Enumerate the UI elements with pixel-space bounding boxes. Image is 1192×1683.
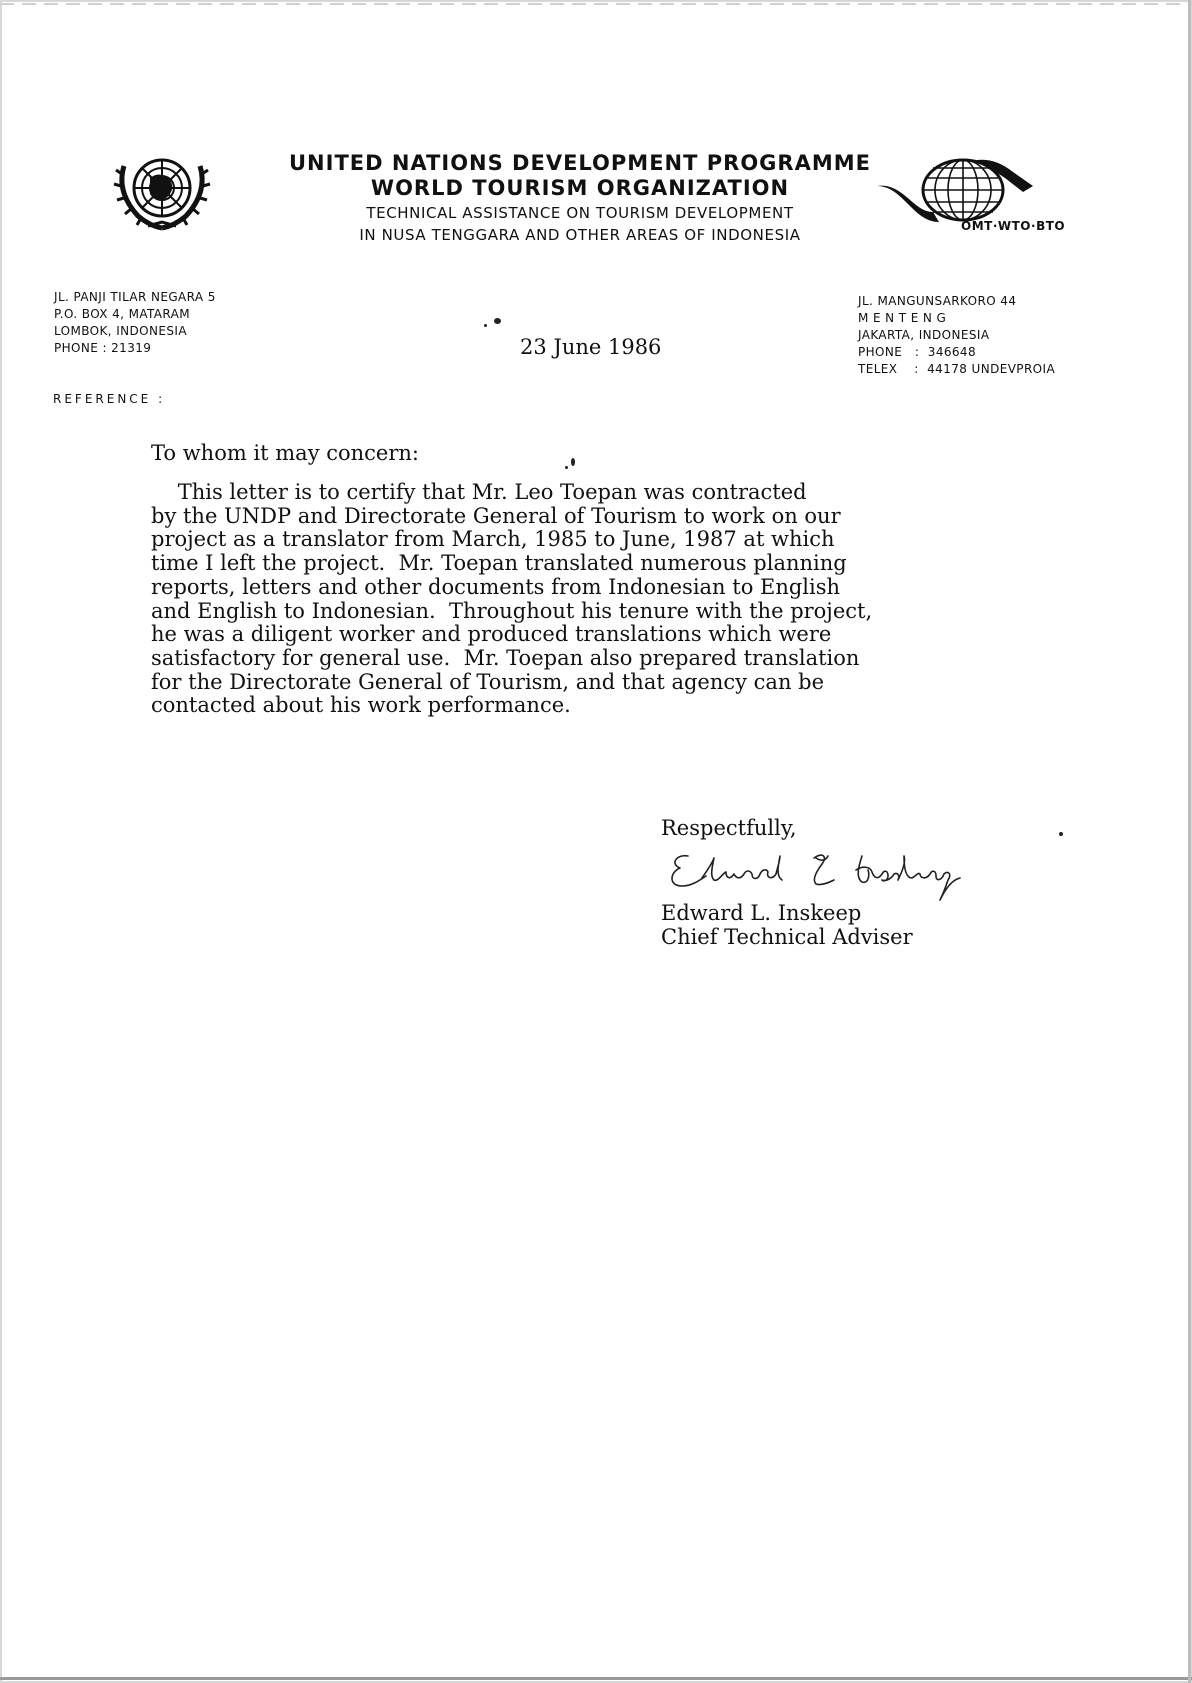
handwritten-signature	[666, 842, 966, 902]
body-line: time I left the project. Mr. Toepan translated numerous planning	[151, 551, 847, 576]
body-line: for the Directorate General of Tourism, and that agency can be	[151, 669, 825, 694]
letter-body	[151, 481, 971, 718]
address-right-line: PHONE : 346648	[858, 345, 976, 359]
body-line: by the UNDP and Directorate General of Tourism to work on our	[151, 503, 841, 528]
header-undp: UNITED NATIONS DEVELOPMENT PROGRAMME	[289, 151, 871, 175]
scan-speck	[1059, 832, 1063, 836]
closing: Respectfully,	[661, 816, 797, 840]
address-mataram	[54, 289, 216, 357]
reference-label: REFERENCE :	[53, 392, 166, 406]
un-emblem-icon	[112, 148, 212, 234]
scan-top-edge	[0, 3, 1192, 5]
scan-speck	[565, 466, 568, 469]
header-subtitle-1: TECHNICAL ASSISTANCE ON TOURISM DEVELOPMENT	[366, 204, 794, 222]
signer-name: Edward L. Inskeep	[661, 901, 862, 925]
address-jakarta	[858, 293, 1055, 378]
header-wto: WORLD TOURISM ORGANIZATION	[370, 176, 790, 200]
salutation: To whom it may concern:	[151, 441, 419, 465]
address-left-line: LOMBOK, INDONESIA	[54, 324, 187, 338]
address-left-line: PHONE : 21319	[54, 341, 152, 355]
signer-title: Chief Technical Adviser	[661, 925, 913, 949]
address-right-line: JAKARTA, INDONESIA	[858, 328, 990, 342]
address-left-line: JL. PANJI TILAR NEGARA 5	[54, 290, 216, 304]
address-right-line: JL. MANGUNSARKORO 44	[858, 294, 1017, 308]
body-line: and English to Indonesian. Throughout his tenure with the project,	[151, 598, 873, 623]
scan-speck	[571, 458, 575, 466]
scan-speck	[494, 318, 501, 324]
scan-speck	[484, 324, 487, 327]
body-line: project as a translator from March, 1985 to June, 1987 at which	[151, 527, 835, 552]
body-line: reports, letters and other documents from Indonesian to English	[151, 574, 841, 599]
body-line: contacted about his work performance.	[151, 693, 571, 718]
header-subtitle-2: IN NUSA TENGGARA AND OTHER AREAS OF INDONESIA	[359, 226, 801, 244]
address-right-line: M E N T E N G	[858, 311, 947, 325]
wto-logo-caption: OMT·WTO·BTO	[961, 219, 1066, 233]
body-line: This letter is to certify that Mr. Leo Toepan was contracted	[151, 480, 807, 504]
body-line: satisfactory for general use. Mr. Toepan also prepared translation	[151, 645, 860, 670]
address-left-line: P.O. BOX 4, MATARAM	[54, 307, 191, 321]
body-line: he was a diligent worker and produced translations which were	[151, 622, 832, 647]
address-right-line: TELEX : 44178 UNDEVPROIA	[858, 362, 1056, 376]
scan-right-edge	[1188, 0, 1191, 1683]
letter-date: 23 June 1986	[520, 335, 662, 359]
scan-bottom-edge	[0, 1677, 1192, 1680]
